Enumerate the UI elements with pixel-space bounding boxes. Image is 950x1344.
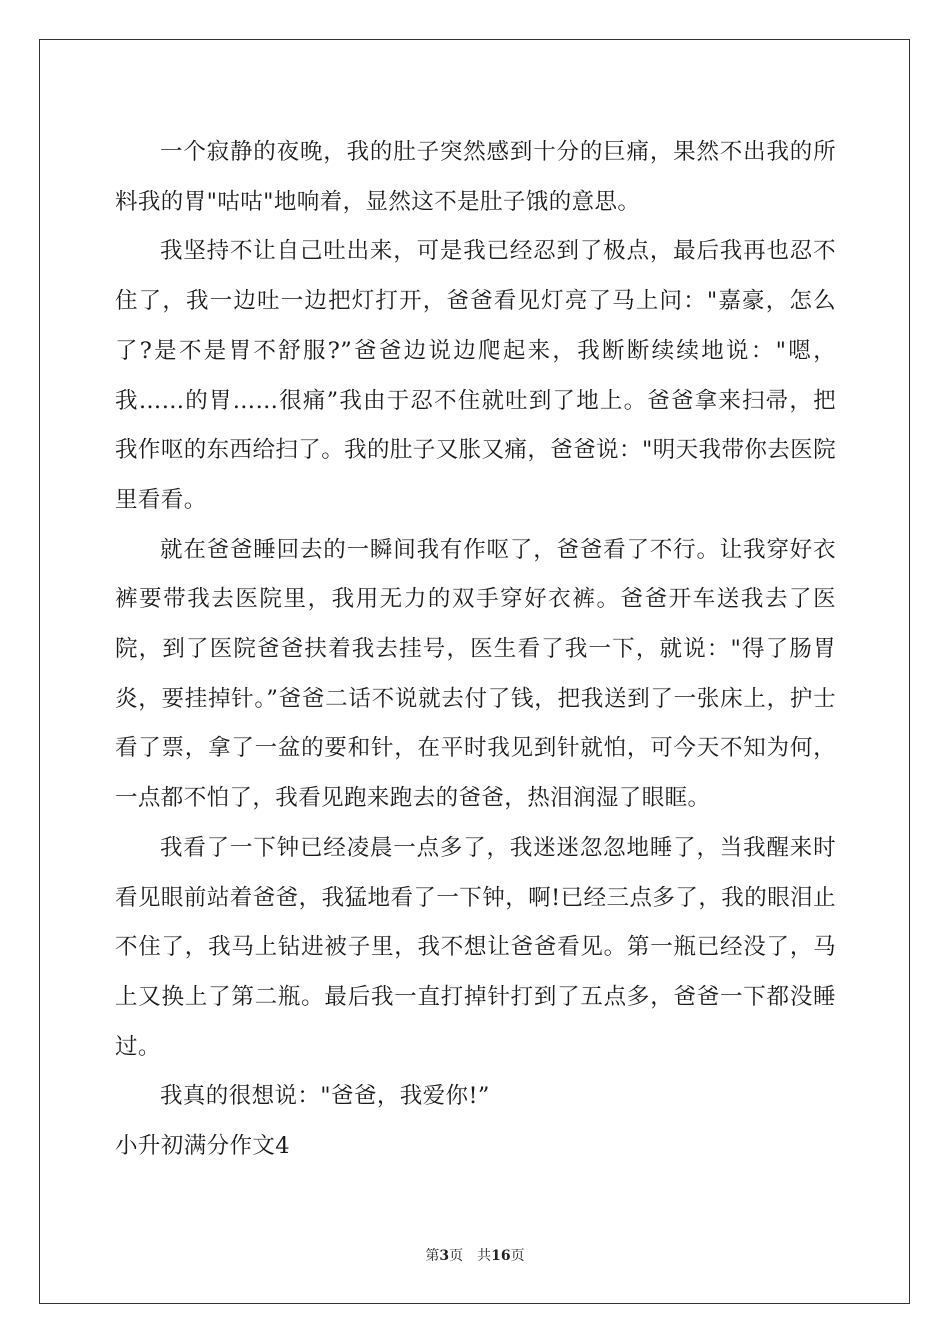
page-number: 3 (439, 1248, 450, 1264)
page-footer (0, 1246, 950, 1266)
paragraph-4: 我看了一下钟已经凌晨一点多了，我迷迷忽忽地睡了，当我醒来时看见眼前站着爸爸，我猛地看了一下钟，啊!已经三点多了，我的眼泪止不住了，我马上钻进被子里，我不想让爸爸看见。第一瓶已经没了，马上又换上了第二瓶。最后我一直打掉针打到了五点多，爸爸一下都没睡过。 (115, 834, 836, 1060)
paragraph-2: 我坚持不让自己吐出来，可是我已经忍到了极点，最后我再也忍不住了，我一边吐一边把灯打开，爸爸看见灯亮了马上问："嘉豪，怎么了?是不是胃不舒服?”爸爸边说边爬起来，我断断续续地说："嗯，我……的胃……很痛”我由于忍不住就吐到了地上。爸爸拿来扫帚，把我作呕的东西给扫了。我的肚子又胀又痛，爸爸说："明天我带你去医院里看看。 (115, 238, 836, 513)
document-body (115, 128, 836, 1172)
page-suffix: 页 (449, 1248, 464, 1264)
paragraph-5: 我真的很想说："爸爸，我爱你!” (160, 1083, 490, 1110)
paragraph-3: 就在爸爸睡回去的一瞬间我有作呕了，爸爸看了不行。让我穿好衣裤要带我去医院里，我用无力的双手穿好衣裤。爸爸开车送我去了医院，到了医院爸爸扶着我去挂号，医生看了我一下，就说："得了肠胃炎，要挂掉针。”爸爸二话不说就去付了钱，把我送到了一张床上，护士看了票，拿了一盆的要和针，在平时我见到针就怕，可今天不知为何，一点都不怕了，我看见跑来跑去的爸爸，热泪润湿了眼眶。 (115, 536, 836, 812)
total-prefix: 共 (477, 1248, 492, 1264)
total-suffix: 页 (510, 1248, 525, 1264)
paragraph-1: 一个寂静的夜晚，我的肚子突然感到十分的巨痛，果然不出我的所料我的胃"咕咕"地响着，显然这不是肚子饿的意思。 (115, 139, 836, 215)
section-heading: 小升初满分作文4 (115, 1133, 291, 1160)
total-pages: 16 (491, 1248, 511, 1264)
page-prefix: 第 (425, 1248, 440, 1264)
